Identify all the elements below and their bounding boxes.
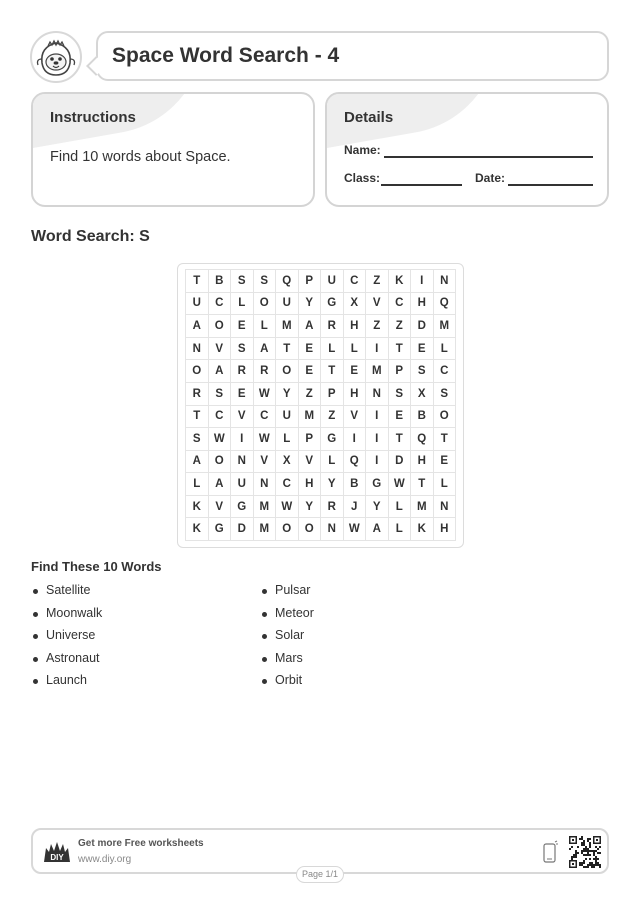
grid-cell[interactable]: C: [344, 270, 367, 293]
grid-cell[interactable]: H: [411, 451, 434, 474]
grid-cell[interactable]: G: [231, 496, 254, 519]
grid-cell[interactable]: O: [434, 406, 457, 429]
footer-url-link[interactable]: www.diy.org: [78, 854, 132, 865]
details-title: Details: [344, 109, 394, 126]
grid-cell[interactable]: A: [254, 338, 277, 361]
grid-cell[interactable]: Y: [299, 293, 322, 316]
grid-cell[interactable]: I: [366, 451, 389, 474]
grid-cell[interactable]: C: [209, 406, 232, 429]
word-list-column-1: [31, 583, 102, 696]
word-list-item: Universe: [31, 628, 102, 651]
grid-cell[interactable]: S: [231, 270, 254, 293]
grid-cell[interactable]: G: [321, 293, 344, 316]
grid-cell[interactable]: V: [254, 451, 277, 474]
grid-cell[interactable]: U: [186, 293, 209, 316]
grid-cell[interactable]: X: [276, 451, 299, 474]
grid-cell[interactable]: R: [186, 383, 209, 406]
logo-text: DIY: [50, 853, 64, 862]
grid-cell[interactable]: V: [231, 406, 254, 429]
grid-cell[interactable]: M: [411, 496, 434, 519]
grid-cell[interactable]: T: [186, 270, 209, 293]
grid-cell[interactable]: Z: [389, 315, 412, 338]
grid-cell[interactable]: N: [321, 518, 344, 541]
grid-cell[interactable]: G: [366, 473, 389, 496]
grid-cell[interactable]: W: [254, 428, 277, 451]
grid-cell[interactable]: H: [344, 383, 367, 406]
word-list-item: Orbit: [260, 673, 314, 696]
grid-cell[interactable]: A: [299, 315, 322, 338]
grid-cell[interactable]: M: [299, 406, 322, 429]
name-field[interactable]: [384, 156, 593, 158]
grid-cell[interactable]: A: [186, 451, 209, 474]
grid-cell[interactable]: T: [389, 428, 412, 451]
grid-cell[interactable]: M: [254, 496, 277, 519]
grid-cell[interactable]: T: [389, 338, 412, 361]
grid-cell[interactable]: H: [411, 293, 434, 316]
grid-cell[interactable]: M: [254, 518, 277, 541]
grid-cell[interactable]: E: [344, 360, 367, 383]
grid-cell[interactable]: N: [434, 270, 457, 293]
grid-cell[interactable]: I: [411, 270, 434, 293]
mascot-avatar: [30, 31, 82, 83]
word-list-item: Meteor: [260, 606, 314, 629]
grid-cell[interactable]: L: [321, 451, 344, 474]
grid-cell[interactable]: Q: [411, 428, 434, 451]
grid-cell[interactable]: R: [321, 496, 344, 519]
grid-cell[interactable]: C: [389, 293, 412, 316]
grid-cell[interactable]: W: [344, 518, 367, 541]
grid-cell[interactable]: I: [231, 428, 254, 451]
word-list-item: Mars: [260, 651, 314, 674]
grid-cell[interactable]: L: [389, 496, 412, 519]
grid-cell[interactable]: H: [434, 518, 457, 541]
grid-cell[interactable]: W: [389, 473, 412, 496]
grid-cell[interactable]: T: [276, 338, 299, 361]
grid-cell[interactable]: T: [321, 360, 344, 383]
grid-cell[interactable]: C: [434, 360, 457, 383]
diy-logo-icon[interactable]: [43, 840, 71, 864]
grid-cell[interactable]: D: [389, 451, 412, 474]
grid-cell[interactable]: L: [344, 338, 367, 361]
grid-cell[interactable]: E: [434, 451, 457, 474]
grid-cell[interactable]: U: [231, 473, 254, 496]
grid-cell[interactable]: B: [209, 270, 232, 293]
grid-cell[interactable]: Z: [321, 406, 344, 429]
phone-icon: [543, 840, 559, 864]
grid-cell[interactable]: K: [186, 518, 209, 541]
grid-cell[interactable]: V: [344, 406, 367, 429]
grid-cell[interactable]: S: [434, 383, 457, 406]
grid-cell[interactable]: I: [366, 338, 389, 361]
word-search-title: Word Search: S: [31, 228, 150, 245]
grid-cell[interactable]: U: [276, 293, 299, 316]
grid-cell[interactable]: X: [344, 293, 367, 316]
grid-cell[interactable]: Q: [344, 451, 367, 474]
word-list-item: Solar: [260, 628, 314, 651]
grid-cell[interactable]: S: [186, 428, 209, 451]
grid-cell[interactable]: V: [366, 293, 389, 316]
grid-cell[interactable]: G: [209, 518, 232, 541]
grid-cell[interactable]: E: [231, 383, 254, 406]
grid-cell[interactable]: J: [344, 496, 367, 519]
grid-cell[interactable]: Q: [434, 293, 457, 316]
grid-cell[interactable]: K: [186, 496, 209, 519]
word-list-item: Launch: [31, 673, 102, 696]
grid-cell[interactable]: O: [209, 315, 232, 338]
grid-cell[interactable]: S: [254, 270, 277, 293]
page-number: Page 1/1: [296, 866, 344, 883]
grid-cell[interactable]: I: [344, 428, 367, 451]
grid-cell[interactable]: C: [209, 293, 232, 316]
grid-cell[interactable]: W: [276, 496, 299, 519]
grid-cell[interactable]: M: [434, 315, 457, 338]
grid-cell[interactable]: M: [366, 360, 389, 383]
grid-cell[interactable]: A: [186, 315, 209, 338]
grid-cell[interactable]: L: [276, 428, 299, 451]
grid-cell[interactable]: L: [186, 473, 209, 496]
date-label: Date:: [475, 171, 506, 185]
grid-cell[interactable]: U: [276, 406, 299, 429]
instructions-text: Find 10 words about Space.: [50, 149, 231, 165]
grid-cell[interactable]: C: [276, 473, 299, 496]
grid-cell[interactable]: D: [411, 315, 434, 338]
grid-cell[interactable]: E: [411, 338, 434, 361]
grid-cell[interactable]: V: [209, 338, 232, 361]
grid-cell[interactable]: L: [254, 315, 277, 338]
grid-cell[interactable]: D: [231, 518, 254, 541]
grid-cell[interactable]: Q: [276, 270, 299, 293]
grid-cell[interactable]: N: [254, 473, 277, 496]
page-title: Space Word Search - 4: [112, 44, 340, 67]
grid-cell[interactable]: K: [411, 518, 434, 541]
grid-cell[interactable]: P: [299, 428, 322, 451]
word-list-column-2: [260, 583, 314, 696]
grid-cell[interactable]: R: [321, 315, 344, 338]
grid-cell[interactable]: S: [231, 338, 254, 361]
grid-cell[interactable]: L: [231, 293, 254, 316]
grid-cell[interactable]: N: [186, 338, 209, 361]
word-list-item: Pulsar: [260, 583, 314, 606]
grid-cell[interactable]: T: [411, 473, 434, 496]
name-label: Name:: [344, 143, 381, 157]
grid-cell[interactable]: S: [411, 360, 434, 383]
grid-cell[interactable]: W: [209, 428, 232, 451]
grid-cell[interactable]: O: [299, 518, 322, 541]
grid-cell[interactable]: B: [411, 406, 434, 429]
grid-cell[interactable]: H: [344, 315, 367, 338]
grid-cell[interactable]: C: [254, 406, 277, 429]
instructions-title: Instructions: [50, 109, 136, 126]
grid-cell[interactable]: I: [366, 406, 389, 429]
grid-cell[interactable]: A: [209, 473, 232, 496]
grid-cell[interactable]: E: [231, 315, 254, 338]
grid-cell[interactable]: E: [299, 338, 322, 361]
grid-cell[interactable]: E: [299, 360, 322, 383]
grid-cell[interactable]: O: [186, 360, 209, 383]
grid-cell[interactable]: Y: [276, 383, 299, 406]
grid-cell[interactable]: G: [321, 428, 344, 451]
grid-cell[interactable]: L: [434, 473, 457, 496]
qr-code-icon[interactable]: [569, 836, 601, 868]
grid-cell[interactable]: L: [389, 518, 412, 541]
grid-cell[interactable]: P: [299, 270, 322, 293]
grid-cell[interactable]: P: [389, 360, 412, 383]
grid-cell[interactable]: N: [231, 451, 254, 474]
grid-cell[interactable]: O: [254, 293, 277, 316]
grid-cell[interactable]: O: [276, 360, 299, 383]
grid-cell[interactable]: A: [366, 518, 389, 541]
grid-cell[interactable]: Z: [299, 383, 322, 406]
grid-cell[interactable]: U: [321, 270, 344, 293]
grid-cell[interactable]: Y: [299, 496, 322, 519]
footer-promo-text: Get more Free worksheets: [78, 838, 204, 849]
grid-cell[interactable]: X: [411, 383, 434, 406]
word-search-frame: [177, 263, 464, 548]
grid-cell[interactable]: S: [209, 383, 232, 406]
grid-cell[interactable]: N: [366, 383, 389, 406]
grid-cell[interactable]: V: [209, 496, 232, 519]
grid-cell[interactable]: E: [389, 406, 412, 429]
grid-cell[interactable]: P: [321, 383, 344, 406]
grid-cell[interactable]: V: [299, 451, 322, 474]
details-card: [325, 92, 609, 207]
grid-cell[interactable]: I: [366, 428, 389, 451]
grid-cell[interactable]: R: [254, 360, 277, 383]
word-search-grid: [185, 269, 456, 541]
title-banner: [96, 31, 609, 81]
grid-cell[interactable]: N: [434, 496, 457, 519]
word-list-title: Find These 10 Words: [31, 559, 162, 574]
grid-cell[interactable]: Y: [321, 473, 344, 496]
grid-cell[interactable]: L: [434, 338, 457, 361]
grid-cell[interactable]: H: [299, 473, 322, 496]
grid-cell[interactable]: Z: [366, 315, 389, 338]
grid-cell[interactable]: S: [389, 383, 412, 406]
grid-cell[interactable]: T: [186, 406, 209, 429]
date-field[interactable]: [508, 184, 593, 186]
word-list-item: Moonwalk: [31, 606, 102, 629]
class-field[interactable]: [381, 184, 462, 186]
yeti-mascot-icon: [32, 33, 80, 81]
instructions-card: [31, 92, 315, 207]
word-list-item: Astronaut: [31, 651, 102, 674]
grid-cell[interactable]: M: [276, 315, 299, 338]
word-list-item: Satellite: [31, 583, 102, 606]
grid-cell[interactable]: O: [276, 518, 299, 541]
grid-cell[interactable]: T: [434, 428, 457, 451]
grid-cell[interactable]: A: [209, 360, 232, 383]
grid-cell[interactable]: O: [209, 451, 232, 474]
grid-cell[interactable]: L: [321, 338, 344, 361]
grid-cell[interactable]: K: [389, 270, 412, 293]
grid-cell[interactable]: Z: [366, 270, 389, 293]
grid-cell[interactable]: B: [344, 473, 367, 496]
grid-cell[interactable]: W: [254, 383, 277, 406]
grid-cell[interactable]: R: [231, 360, 254, 383]
class-label: Class:: [344, 171, 381, 185]
grid-cell[interactable]: Y: [366, 496, 389, 519]
